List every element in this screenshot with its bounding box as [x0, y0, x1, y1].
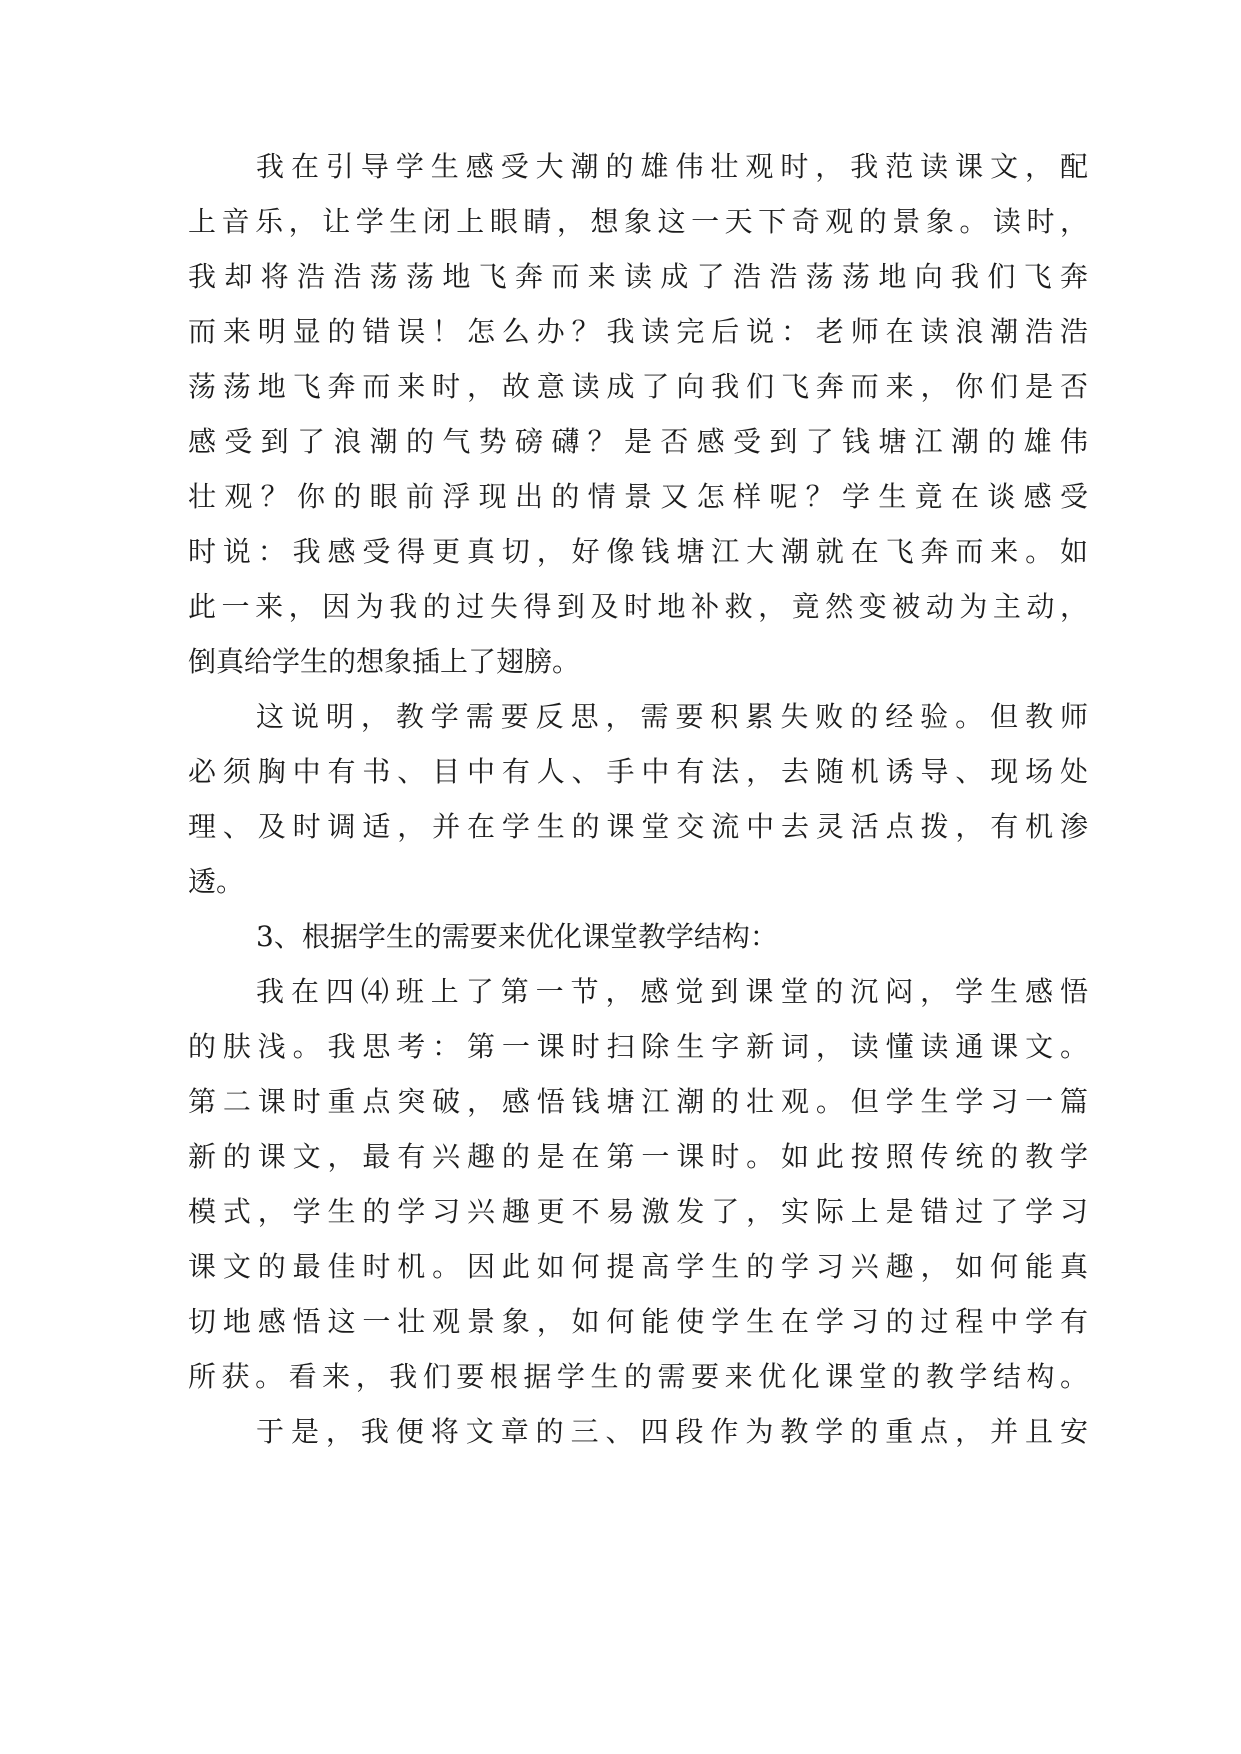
text-line: 这说明，教学需要反思，需要积累失败的经验。但教师 [256, 700, 1088, 733]
text-line: 时说：我感受得更真切，好像钱塘江大潮就在飞奔而来。如 [188, 535, 1088, 568]
text-line: 第二课时重点突破，感悟钱塘江潮的壮观。但学生学习一篇 [188, 1085, 1088, 1118]
text-line: 理、及时调适，并在学生的课堂交流中去灵活点拨，有机渗 [188, 810, 1088, 843]
text-line: 模式，学生的学习兴趣更不易激发了，实际上是错过了学习 [188, 1195, 1088, 1228]
text-line: 壮观？你的眼前浮现出的情景又怎样呢？学生竟在谈感受 [188, 480, 1088, 513]
text-line: 而来明显的错误！怎么办？我读完后说：老师在读浪潮浩浩 [188, 315, 1088, 348]
section-heading: 3、根据学生的需要来优化课堂教学结构： [256, 920, 778, 953]
text-line: 新的课文，最有兴趣的是在第一课时。如此按照传统的教学 [188, 1140, 1088, 1173]
text-line: 上音乐，让学生闭上眼睛，想象这一天下奇观的景象。读时， [188, 205, 1088, 238]
text-line: 我在引导学生感受大潮的雄伟壮观时，我范读课文，配 [256, 150, 1088, 183]
text-line: 所获。看来，我们要根据学生的需要来优化课堂的教学结构。 [188, 1360, 1088, 1393]
text-line: 的肤浅。我思考：第一课时扫除生字新词，读懂读通课文。 [188, 1030, 1088, 1063]
text-line: 荡荡地飞奔而来时，故意读成了向我们飞奔而来，你们是否 [188, 370, 1088, 403]
text-line: 感受到了浪潮的气势磅礴？是否感受到了钱塘江潮的雄伟 [188, 425, 1088, 458]
text-line: 倒真给学生的想象插上了翅膀。 [188, 645, 581, 678]
text-line: 课文的最佳时机。因此如何提高学生的学习兴趣，如何能真 [188, 1250, 1088, 1283]
text-line: 此一来，因为我的过失得到及时地补救，竟然变被动为主动， [188, 590, 1088, 623]
text-line: 于是，我便将文章的三、四段作为教学的重点，并且安 [256, 1415, 1088, 1448]
text-line: 我却将浩浩荡荡地飞奔而来读成了浩浩荡荡地向我们飞奔 [188, 260, 1088, 293]
text-line: 切地感悟这一壮观景象，如何能使学生在学习的过程中学有 [188, 1305, 1088, 1338]
text-line: 必须胸中有书、目中有人、手中有法，去随机诱导、现场处 [188, 755, 1088, 788]
text-line: 我在四⑷班上了第一节，感觉到课堂的沉闷，学生感悟 [256, 975, 1088, 1008]
text-line: 透。 [188, 865, 245, 898]
